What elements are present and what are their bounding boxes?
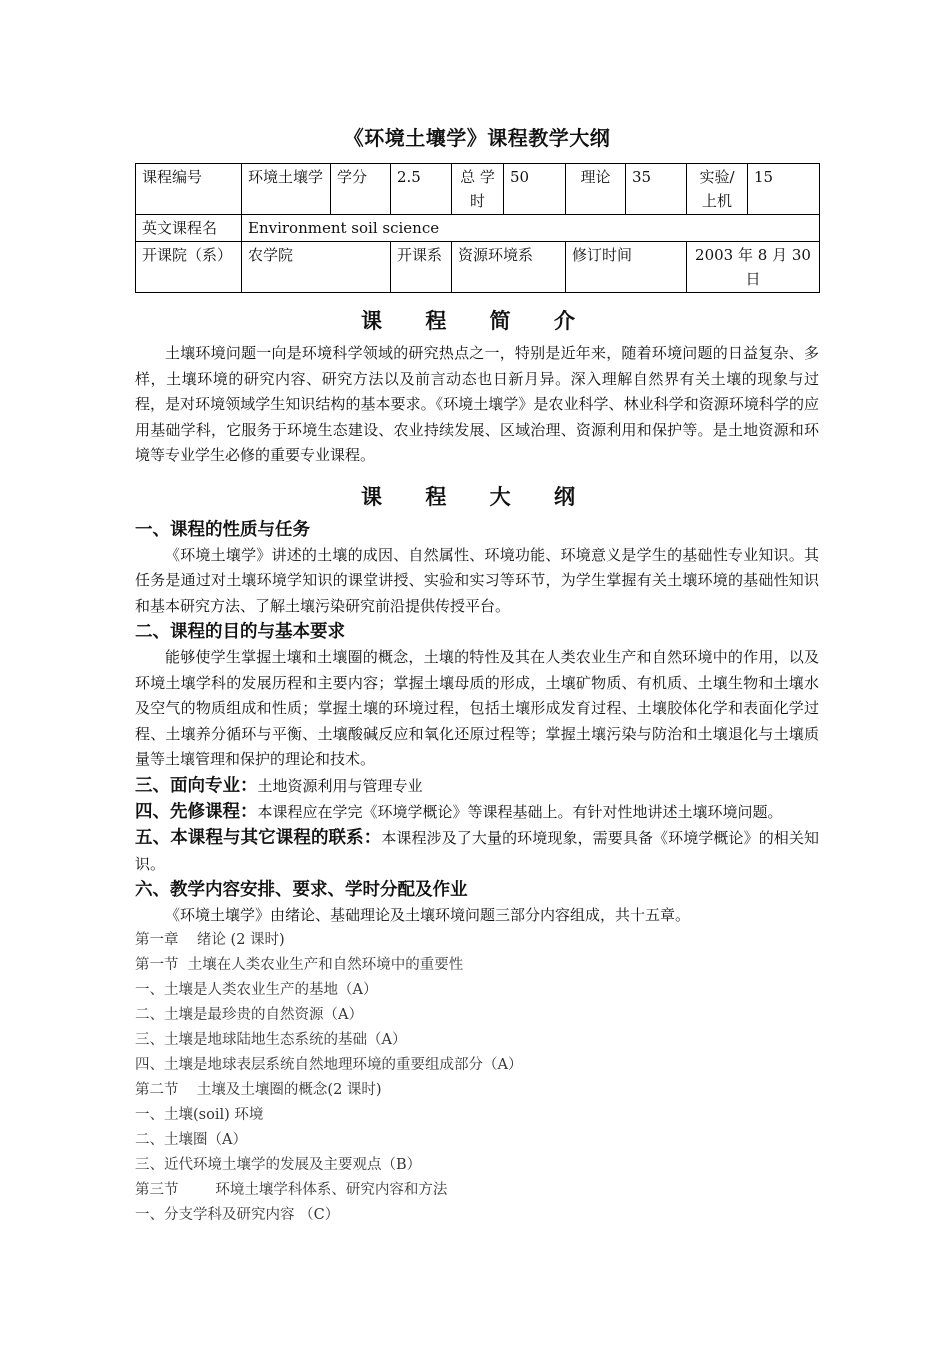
section-4 — [135, 799, 819, 825]
lab-value: 15 — [748, 164, 820, 215]
info-row-2 — [136, 215, 820, 242]
info-row-1 — [136, 164, 820, 215]
section-1-heading: 一、课程的性质与任务 — [135, 519, 310, 540]
english-name-label: 英文课程名 — [136, 215, 242, 242]
theory-label: 理论 — [566, 164, 626, 215]
section-6-text: 《环境土壤学》由绪论、基础理论及土壤环境问题三部分内容组成，共十五章。 — [165, 905, 691, 924]
section-4-heading: 四、先修课程： — [135, 801, 258, 822]
section-2-heading: 二、课程的目的与基本要求 — [135, 622, 345, 642]
total-hours-value: 50 — [504, 164, 566, 215]
revision-label: 修订时间 — [566, 242, 687, 293]
dept-label: 开课系 — [391, 242, 452, 293]
section-5-heading: 五、本课程与其它课程的联系： — [135, 827, 382, 848]
credit-value: 2.5 — [391, 164, 452, 215]
section-6-heading: 六、教学内容安排、要求、学时分配及作业 — [135, 879, 468, 900]
dept-value: 资源环境系 — [452, 242, 566, 293]
english-name-value: Environment soil science — [242, 215, 820, 242]
college-value: 农学院 — [242, 242, 391, 293]
section-3-heading: 三、面向专业： — [135, 775, 258, 796]
section-5-text: 本课程涉及了大量的环境现象，需要具备《环境学概论》的相关知识。 — [135, 828, 819, 873]
total-hours-label: 总 学时 — [452, 164, 504, 215]
section-3-text: 土地资源利用与管理专业 — [257, 776, 423, 795]
outline-line: 二、土壤是最珍贵的自然资源（A） — [135, 1007, 363, 1023]
outline-line: 四、土壤是地球表层系统自然地理环境的重要组成部分（A） — [135, 1057, 523, 1073]
credit-label: 学分 — [331, 164, 391, 215]
lab-label: 实验/上机 — [687, 164, 748, 215]
document-page — [135, 122, 819, 1228]
outline-line: 一、土壤是人类农业生产的基地（A） — [135, 982, 378, 998]
section-3 — [135, 773, 819, 799]
course-code-label: 课程编号 — [136, 164, 242, 215]
intro-paragraph: 土壤环境问题一向是环境科学领域的研究热点之一，特别是近年来，随着环境问题的日益复杂、多样，土壤环境的研究内容、研究方法以及前言动态也日新月异。深入理解自然界有关土壤的现象与过程，是对环境领域学生知识结构的基本要求。《环境土壤学》是农业科学、林业科学和资源环境科学的应用基础学科，它服务于环境生态建设、农业持续发展、区域治理、资源利用和保护等。是土地资源和环境等专业学生必修的重要专业课程。 — [135, 344, 819, 464]
outline-line: 第二节 土壤及土壤圈的概念(2 课时) — [135, 1082, 382, 1098]
outline-line: 二、土壤圈（A） — [135, 1132, 247, 1148]
chapter-outline — [135, 928, 819, 1228]
outline-line: 一、土壤(soil) 环境 — [135, 1107, 264, 1123]
section-4-text: 本课程应在学完《环境学概论》等课程基础上。有针对性地讲述土壤环境问题。 — [257, 802, 783, 821]
section-1-text: 《环境土壤学》讲述的土壤的成因、自然属性、环境功能、环境意义是学生的基础性专业知识。其任务是通过对土壤环境学知识的课堂讲授、实验和实习等环节，为学生掌握有关土壤环境的基础性知识和基本研究方法、了解土壤污染研究前沿提供传授平台。 — [135, 545, 819, 615]
revision-value: 2003 年 8 月 30 日 — [687, 242, 820, 293]
outline-line: 第一节 土壤在人类农业生产和自然环境中的重要性 — [135, 957, 464, 973]
outline-line: 一、分支学科及研究内容 （C） — [135, 1207, 340, 1223]
info-row-3 — [136, 242, 820, 293]
outline-line: 第三节 环境土壤学科体系、研究内容和方法 — [135, 1182, 448, 1198]
section-2-text: 能够使学生掌握土壤和土壤圈的概念，土壤的特性及其在人类农业生产和自然环境中的作用，以及环境土壤学科的发展历程和主要内容；掌握土壤母质的形成，土壤矿物质、有机质、土壤生物和土壤水及空气的物质组成和性质；掌握土壤的环境过程，包括土壤形成发育过程、土壤胶体化学和表面化学过程、土壤养分循环与平衡、土壤酸碱反应和氧化还原过程等；掌握土壤污染与防治和土壤退化与土壤质量等土壤管理和保护的理论和技术。 — [135, 648, 819, 768]
outline-line: 三、土壤是地球陆地生态系统的基础（A） — [135, 1032, 407, 1048]
outline-title: 课 程 大 纲 — [361, 483, 593, 509]
theory-value: 35 — [626, 164, 687, 215]
outline-line: 三、近代环境土壤学的发展及主要观点（B） — [135, 1157, 422, 1173]
document-title: 《环境土壤学》课程教学大纲 — [343, 126, 611, 150]
course-info-table — [135, 163, 820, 293]
college-label: 开课院（系） — [136, 242, 242, 293]
course-name: 环境土壤学 — [242, 164, 331, 215]
intro-title: 课 程 简 介 — [361, 308, 593, 333]
section-5 — [135, 825, 819, 877]
outline-line: 第一章 绪论 (2 课时) — [135, 932, 285, 948]
